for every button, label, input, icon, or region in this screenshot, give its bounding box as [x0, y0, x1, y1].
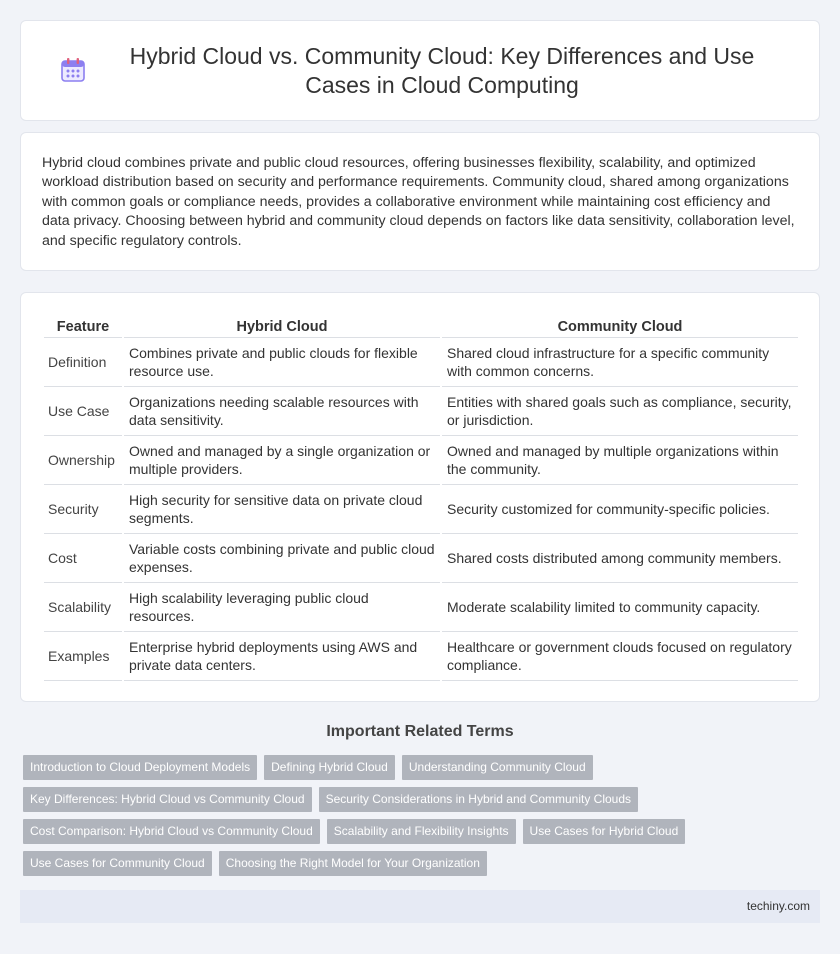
table-row	[44, 485, 798, 534]
related-term-tag[interactable]: Use Cases for Hybrid Cloud	[523, 819, 686, 844]
feature-cell: Ownership	[44, 436, 122, 485]
community-cell: Security customized for community-specific policies.	[442, 485, 798, 534]
hybrid-cell: Combines private and public clouds for flexible resource use.	[124, 338, 440, 387]
table-row	[44, 338, 798, 387]
feature-cell: Examples	[44, 632, 122, 681]
header-community-cloud: Community Cloud	[442, 313, 798, 338]
table-row	[44, 632, 798, 681]
tag-row	[23, 755, 813, 780]
tag-row	[23, 819, 813, 844]
community-cell: Healthcare or government clouds focused on regulatory compliance.	[442, 632, 798, 681]
page-title: Hybrid Cloud vs. Community Cloud: Key Differences and Use Cases in Cloud Computing	[129, 42, 755, 98]
intro-card	[20, 132, 820, 271]
related-term-tag[interactable]: Cost Comparison: Hybrid Cloud vs Community Cloud	[23, 819, 320, 844]
related-terms-title: Important Related Terms	[326, 723, 514, 740]
table-row	[44, 583, 798, 632]
community-cell: Shared cloud infrastructure for a specific community with common concerns.	[442, 338, 798, 387]
related-term-tag[interactable]: Introduction to Cloud Deployment Models	[23, 755, 257, 780]
community-cell: Owned and managed by multiple organizations within the community.	[442, 436, 798, 485]
feature-cell: Scalability	[44, 583, 122, 632]
hybrid-cell: Owned and managed by a single organization or multiple providers.	[124, 436, 440, 485]
header-feature: Feature	[44, 313, 122, 338]
table-row	[44, 534, 798, 583]
table-row	[44, 436, 798, 485]
hybrid-cell: High scalability leveraging public cloud resources.	[124, 583, 440, 632]
hybrid-cell: High security for sensitive data on private cloud segments.	[124, 485, 440, 534]
intro-paragraph: Hybrid cloud combines private and public cloud resources, offering businesses flexibility, scalability, and optimized workload distribution based on security and performance requirements. Community cloud, shared among organizations with common goals or compliance needs, provides a collaborative environment while maintaining cost efficiency and data privacy. Choosing between hybrid and community cloud depends on factors like data sensitivity, collaboration level, and specific regulatory controls.	[42, 155, 795, 249]
related-term-tag[interactable]: Defining Hybrid Cloud	[264, 755, 395, 780]
title-card	[20, 20, 820, 121]
related-terms-list	[23, 755, 813, 883]
header-hybrid-cloud: Hybrid Cloud	[124, 313, 440, 338]
related-term-tag[interactable]: Understanding Community Cloud	[402, 755, 593, 780]
table-row	[44, 387, 798, 436]
related-term-tag[interactable]: Use Cases for Community Cloud	[23, 851, 212, 876]
related-term-tag[interactable]: Key Differences: Hybrid Cloud vs Community Cloud	[23, 787, 312, 812]
community-cell: Moderate scalability limited to community capacity.	[442, 583, 798, 632]
feature-cell: Use Case	[44, 387, 122, 436]
footer	[20, 890, 820, 923]
related-term-tag[interactable]: Choosing the Right Model for Your Organization	[219, 851, 487, 876]
hybrid-cell: Enterprise hybrid deployments using AWS and private data centers.	[124, 632, 440, 681]
feature-cell: Cost	[44, 534, 122, 583]
table-header-row	[44, 313, 798, 338]
related-term-tag[interactable]: Security Considerations in Hybrid and Community Clouds	[319, 787, 638, 812]
feature-cell: Definition	[44, 338, 122, 387]
footer-site-link[interactable]: techiny.com	[746, 899, 810, 913]
community-cell: Shared costs distributed among community members.	[442, 534, 798, 583]
comparison-table-card	[20, 292, 820, 702]
calendar-icon	[60, 57, 86, 83]
hybrid-cell: Variable costs combining private and public cloud expenses.	[124, 534, 440, 583]
tag-row	[23, 851, 813, 876]
community-cell: Entities with shared goals such as compliance, security, or jurisdiction.	[442, 387, 798, 436]
hybrid-cell: Organizations needing scalable resources with data sensitivity.	[124, 387, 440, 436]
tag-row	[23, 787, 813, 812]
comparison-table	[42, 313, 800, 681]
feature-cell: Security	[44, 485, 122, 534]
related-term-tag[interactable]: Scalability and Flexibility Insights	[327, 819, 516, 844]
